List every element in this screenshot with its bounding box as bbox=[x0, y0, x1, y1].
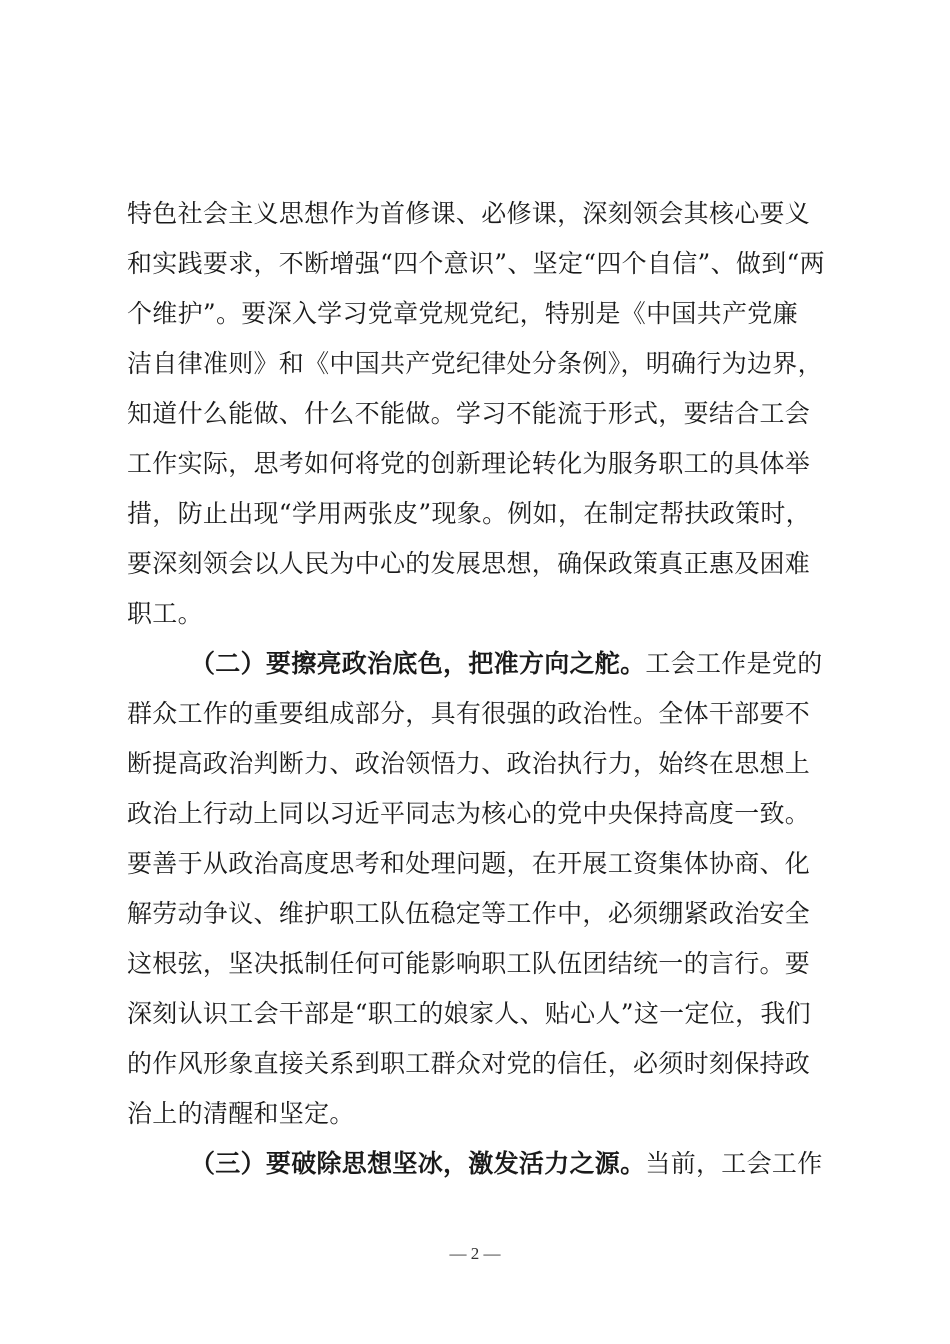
paragraph-line: 要深刻领会以人民为中心的发展思想，确保政策真正惠及困难 bbox=[127, 549, 811, 578]
section-2-heading: （二）要擦亮政治底色，把准方向之舵。 bbox=[190, 649, 646, 678]
page-number: — 2 — bbox=[449, 1244, 501, 1263]
paragraph-line: 断提高政治判断力、政治领悟力、政治执行力，始终在思想上 bbox=[127, 749, 811, 778]
paragraph-line: 的作风形象直接关系到职工群众对党的信任，必须时刻保持政 bbox=[127, 1049, 811, 1078]
paragraph-line: 措，防止出现“学用两张皮”现象。例如，在制定帮扶政策时， bbox=[127, 499, 811, 528]
paragraph-line: 特色社会主义思想作为首修课、必修课，深刻领会其核心要义 bbox=[127, 199, 811, 228]
section-2-first-line bbox=[190, 648, 830, 680]
paragraph-line: 工作实际，思考如何将党的创新理论转化为服务职工的具体举 bbox=[127, 449, 811, 478]
paragraph-line: 和实践要求，不断增强“四个意识”、坚定“四个自信”、做到“两 bbox=[127, 249, 825, 278]
paragraph-line: 治上的清醒和坚定。 bbox=[127, 1099, 355, 1128]
section-3-first-line bbox=[190, 1148, 830, 1180]
paragraph-line: 个维护”。要深入学习党章党规党纪，特别是《中国共产党廉 bbox=[127, 299, 798, 328]
paragraph-line: 要善于从政治高度思考和处理问题，在开展工资集体协商、化 bbox=[127, 849, 811, 878]
paragraph-line: 洁自律准则》和《中国共产党纪律处分条例》，明确行为边界， bbox=[127, 349, 823, 378]
section-2-text: 工会工作是党的 bbox=[645, 649, 823, 678]
paragraph-line: 职工。 bbox=[127, 599, 203, 628]
paragraph-line: 政治上行动上同以习近平同志为核心的党中央保持高度一致。 bbox=[127, 799, 811, 828]
section-3-text: 当前，工会工作 bbox=[645, 1149, 823, 1178]
paragraph-line: 群众工作的重要组成部分，具有很强的政治性。全体干部要不 bbox=[127, 699, 811, 728]
paragraph-line: 深刻认识工会干部是“职工的娘家人、贴心人”这一定位，我们 bbox=[127, 999, 811, 1028]
paragraph-line: 知道什么能做、什么不能做。学习不能流于形式，要结合工会 bbox=[127, 399, 811, 428]
paragraph-line: 解劳动争议、维护职工队伍稳定等工作中，必须绷紧政治安全 bbox=[127, 899, 811, 928]
paragraph-line: 这根弦，坚决抵制任何可能影响职工队伍团结统一的言行。要 bbox=[127, 949, 811, 978]
section-3-heading: （三）要破除思想坚冰，激发活力之源。 bbox=[190, 1149, 646, 1178]
